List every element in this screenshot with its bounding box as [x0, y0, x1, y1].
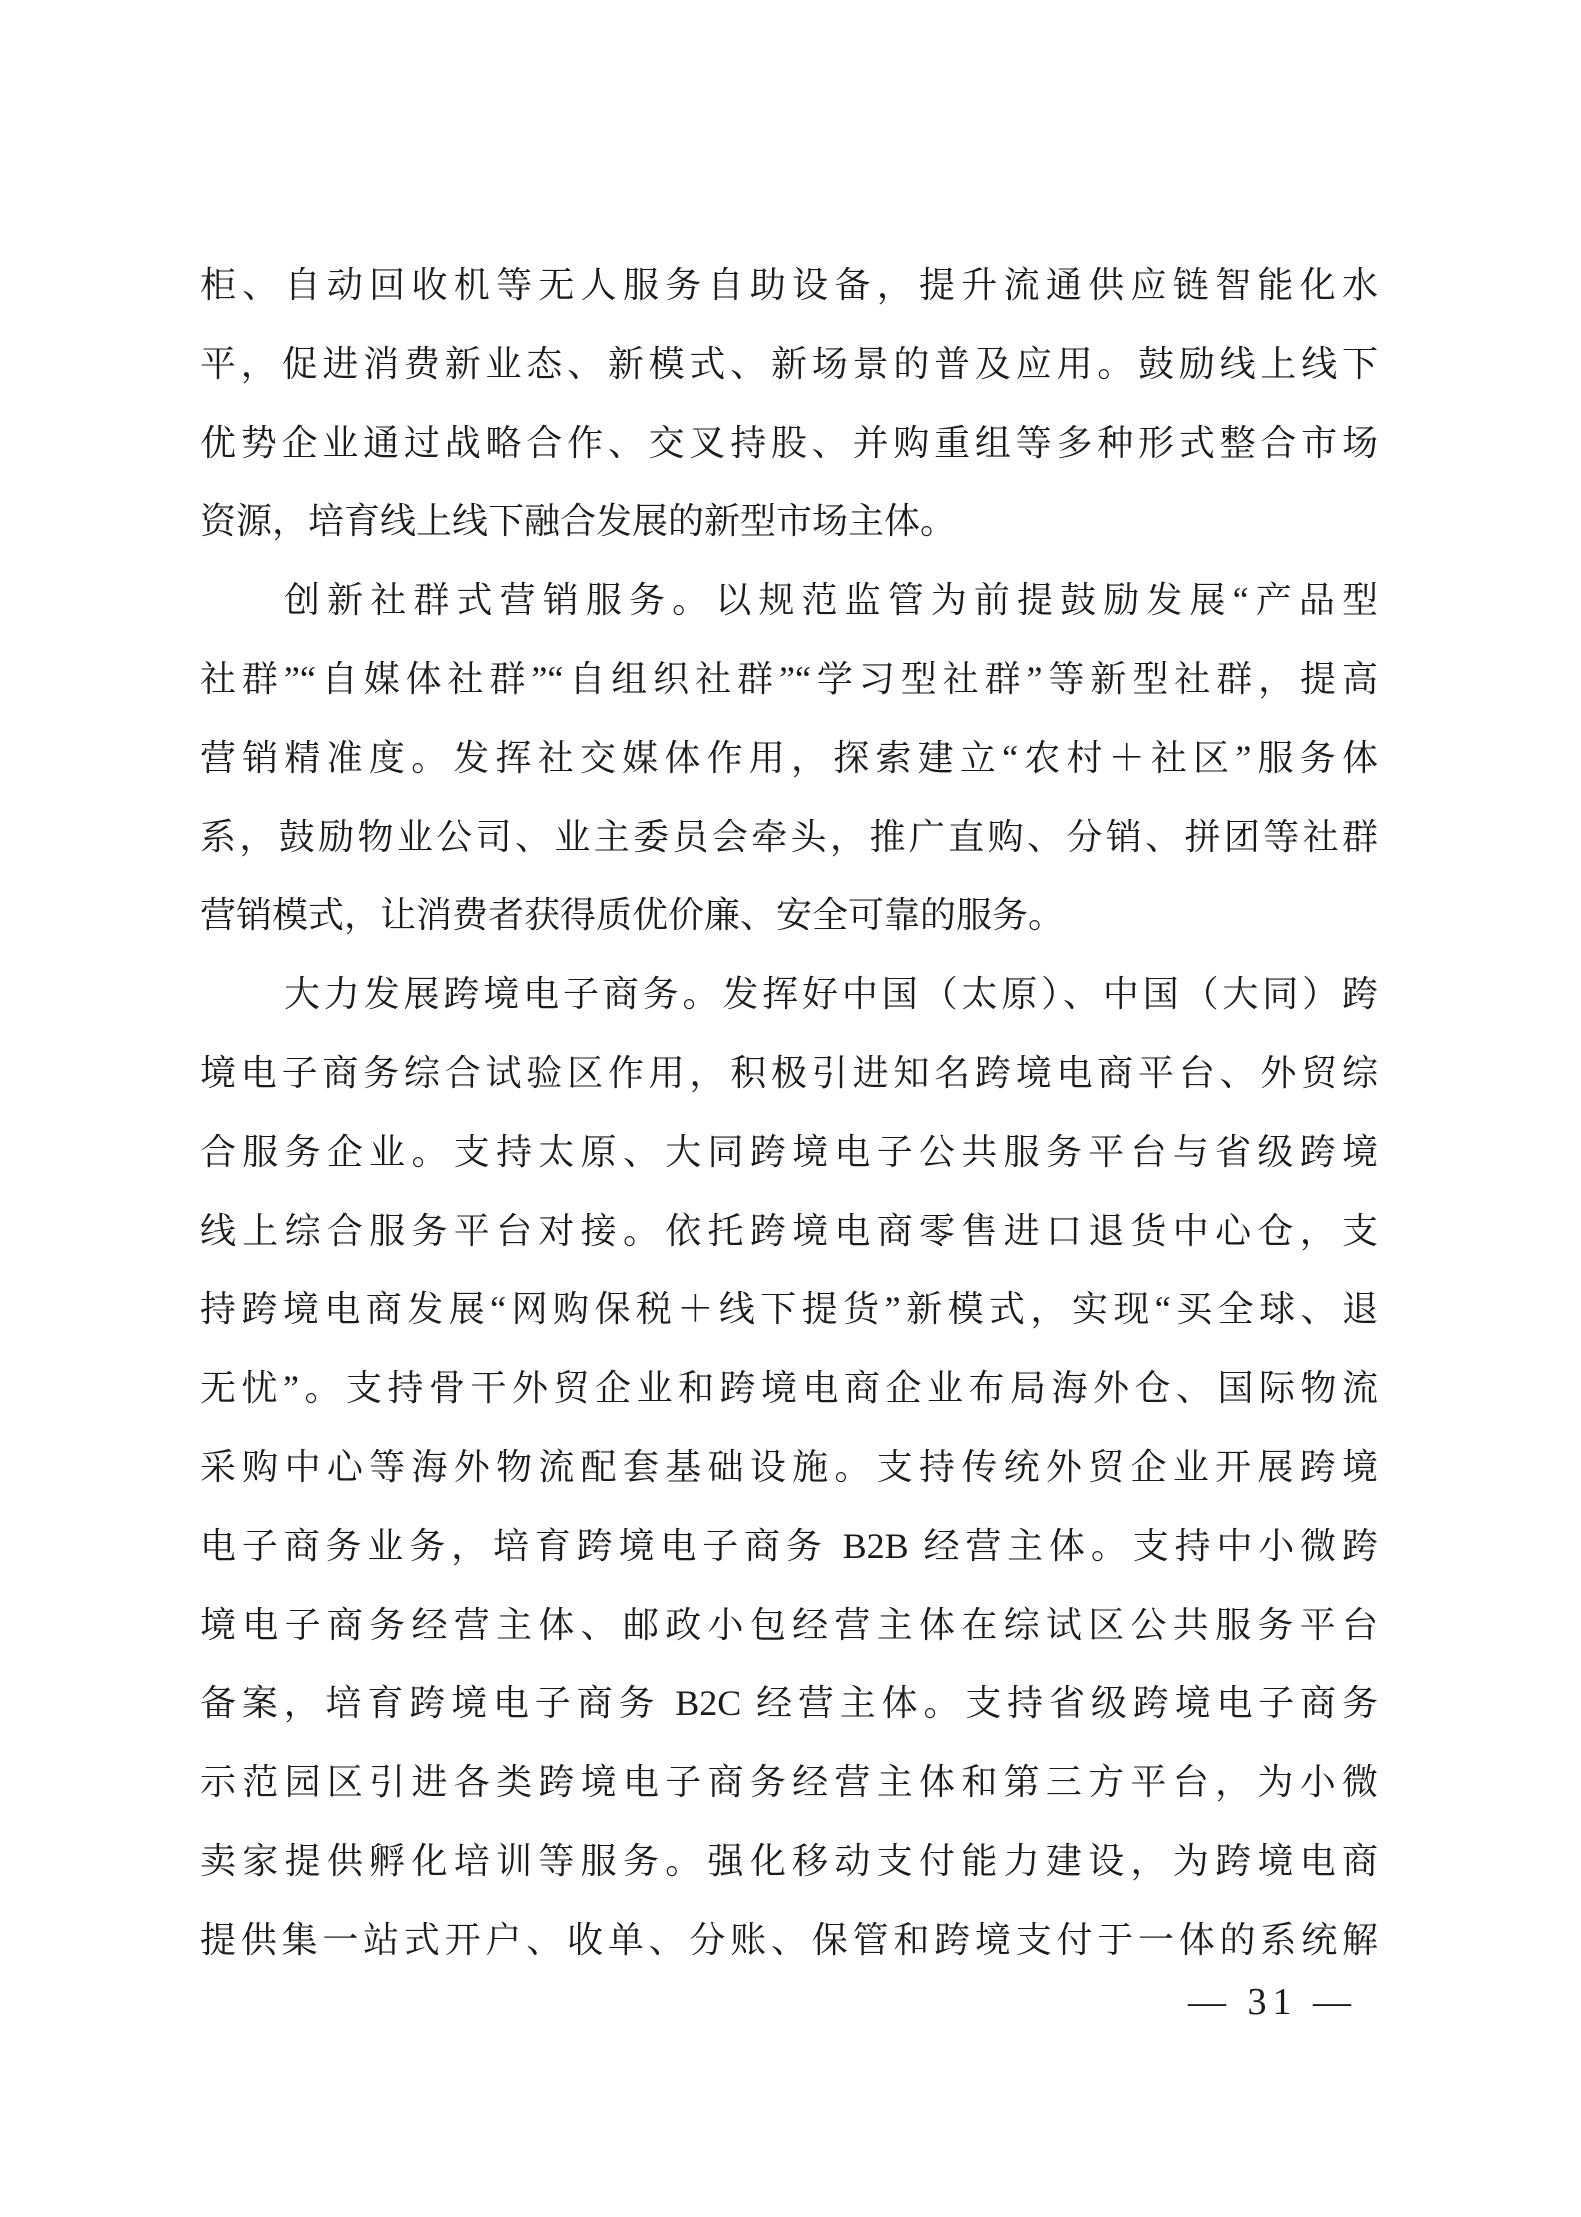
text-line: 合服务企业。支持太原、大同跨境电子公共服务平台与省级跨境: [200, 1131, 1378, 1172]
text-line: 柜、自动回收机等无人服务自助设备，提升流通供应链智能化水: [200, 265, 1378, 305]
text-line: 优势企业通过战略合作、交叉持股、并购重组等多种形式整合市场: [200, 422, 1378, 463]
text-line: 资源，培育线上线下融合发展的新型市场主体。: [200, 501, 957, 542]
text-line: 示范园区引进各类跨境电子商务经营主体和第三方平台，为小微: [200, 1762, 1378, 1803]
text-line: 创新社群式营销服务。以规范监管为前提鼓励发展“产品型: [284, 580, 1378, 621]
text-line: 社群”“自媒体社群”“自组织社群”“学习型社群”等新型社群，提高: [200, 658, 1378, 699]
text-line: 无忧”。支持骨干外贸企业和跨境电商企业布局海外仓、国际物流: [200, 1368, 1378, 1409]
text-line: 平，促进消费新业态、新模式、新场景的普及应用。鼓励线上线下: [200, 343, 1378, 384]
text-line: 采购中心等海外物流配套基础设施。支持传统外贸企业开展跨境: [200, 1446, 1378, 1487]
text-line: 线上综合服务平台对接。依托跨境电商零售进口退货中心仓，支: [200, 1210, 1378, 1251]
text-line: 境电子商务经营主体、邮政小包经营主体在综试区公共服务平台: [200, 1604, 1378, 1645]
text-line: 境电子商务综合试验区作用，积极引进知名跨境电商平台、外贸综: [200, 1052, 1378, 1093]
text-line: 持跨境电商发展“网购保税＋线下提货”新模式，实现“买全球、退: [200, 1289, 1378, 1330]
page-number: — 31 —: [1188, 1981, 1357, 2023]
text-line: 提供集一站式开户、收单、分账、保管和跨境支付于一体的系统解: [200, 1919, 1378, 1960]
text-line: 系，鼓励物业公司、业主委员会牵头，推广直购、分销、拼团等社群: [200, 816, 1378, 857]
text-line: 营销精准度。发挥社交媒体作用，探索建立“农村＋社区”服务体: [200, 737, 1378, 778]
text-line: 备案，培育跨境电子商务 B2C 经营主体。支持省级跨境电子商务: [200, 1683, 1378, 1724]
text-line: 卖家提供孵化培训等服务。强化移动支付能力建设，为跨境电商: [200, 1840, 1378, 1881]
text-line: 大力发展跨境电子商务。发挥好中国（太原）、中国（大同）跨: [284, 974, 1378, 1015]
document-body: [200, 246, 1378, 1980]
text-line: 营销模式，让消费者获得质优价廉、安全可靠的服务。: [200, 895, 1065, 936]
text-line: 电子商务业务，培育跨境电子商务 B2B 经营主体。支持中小微跨: [200, 1525, 1378, 1566]
